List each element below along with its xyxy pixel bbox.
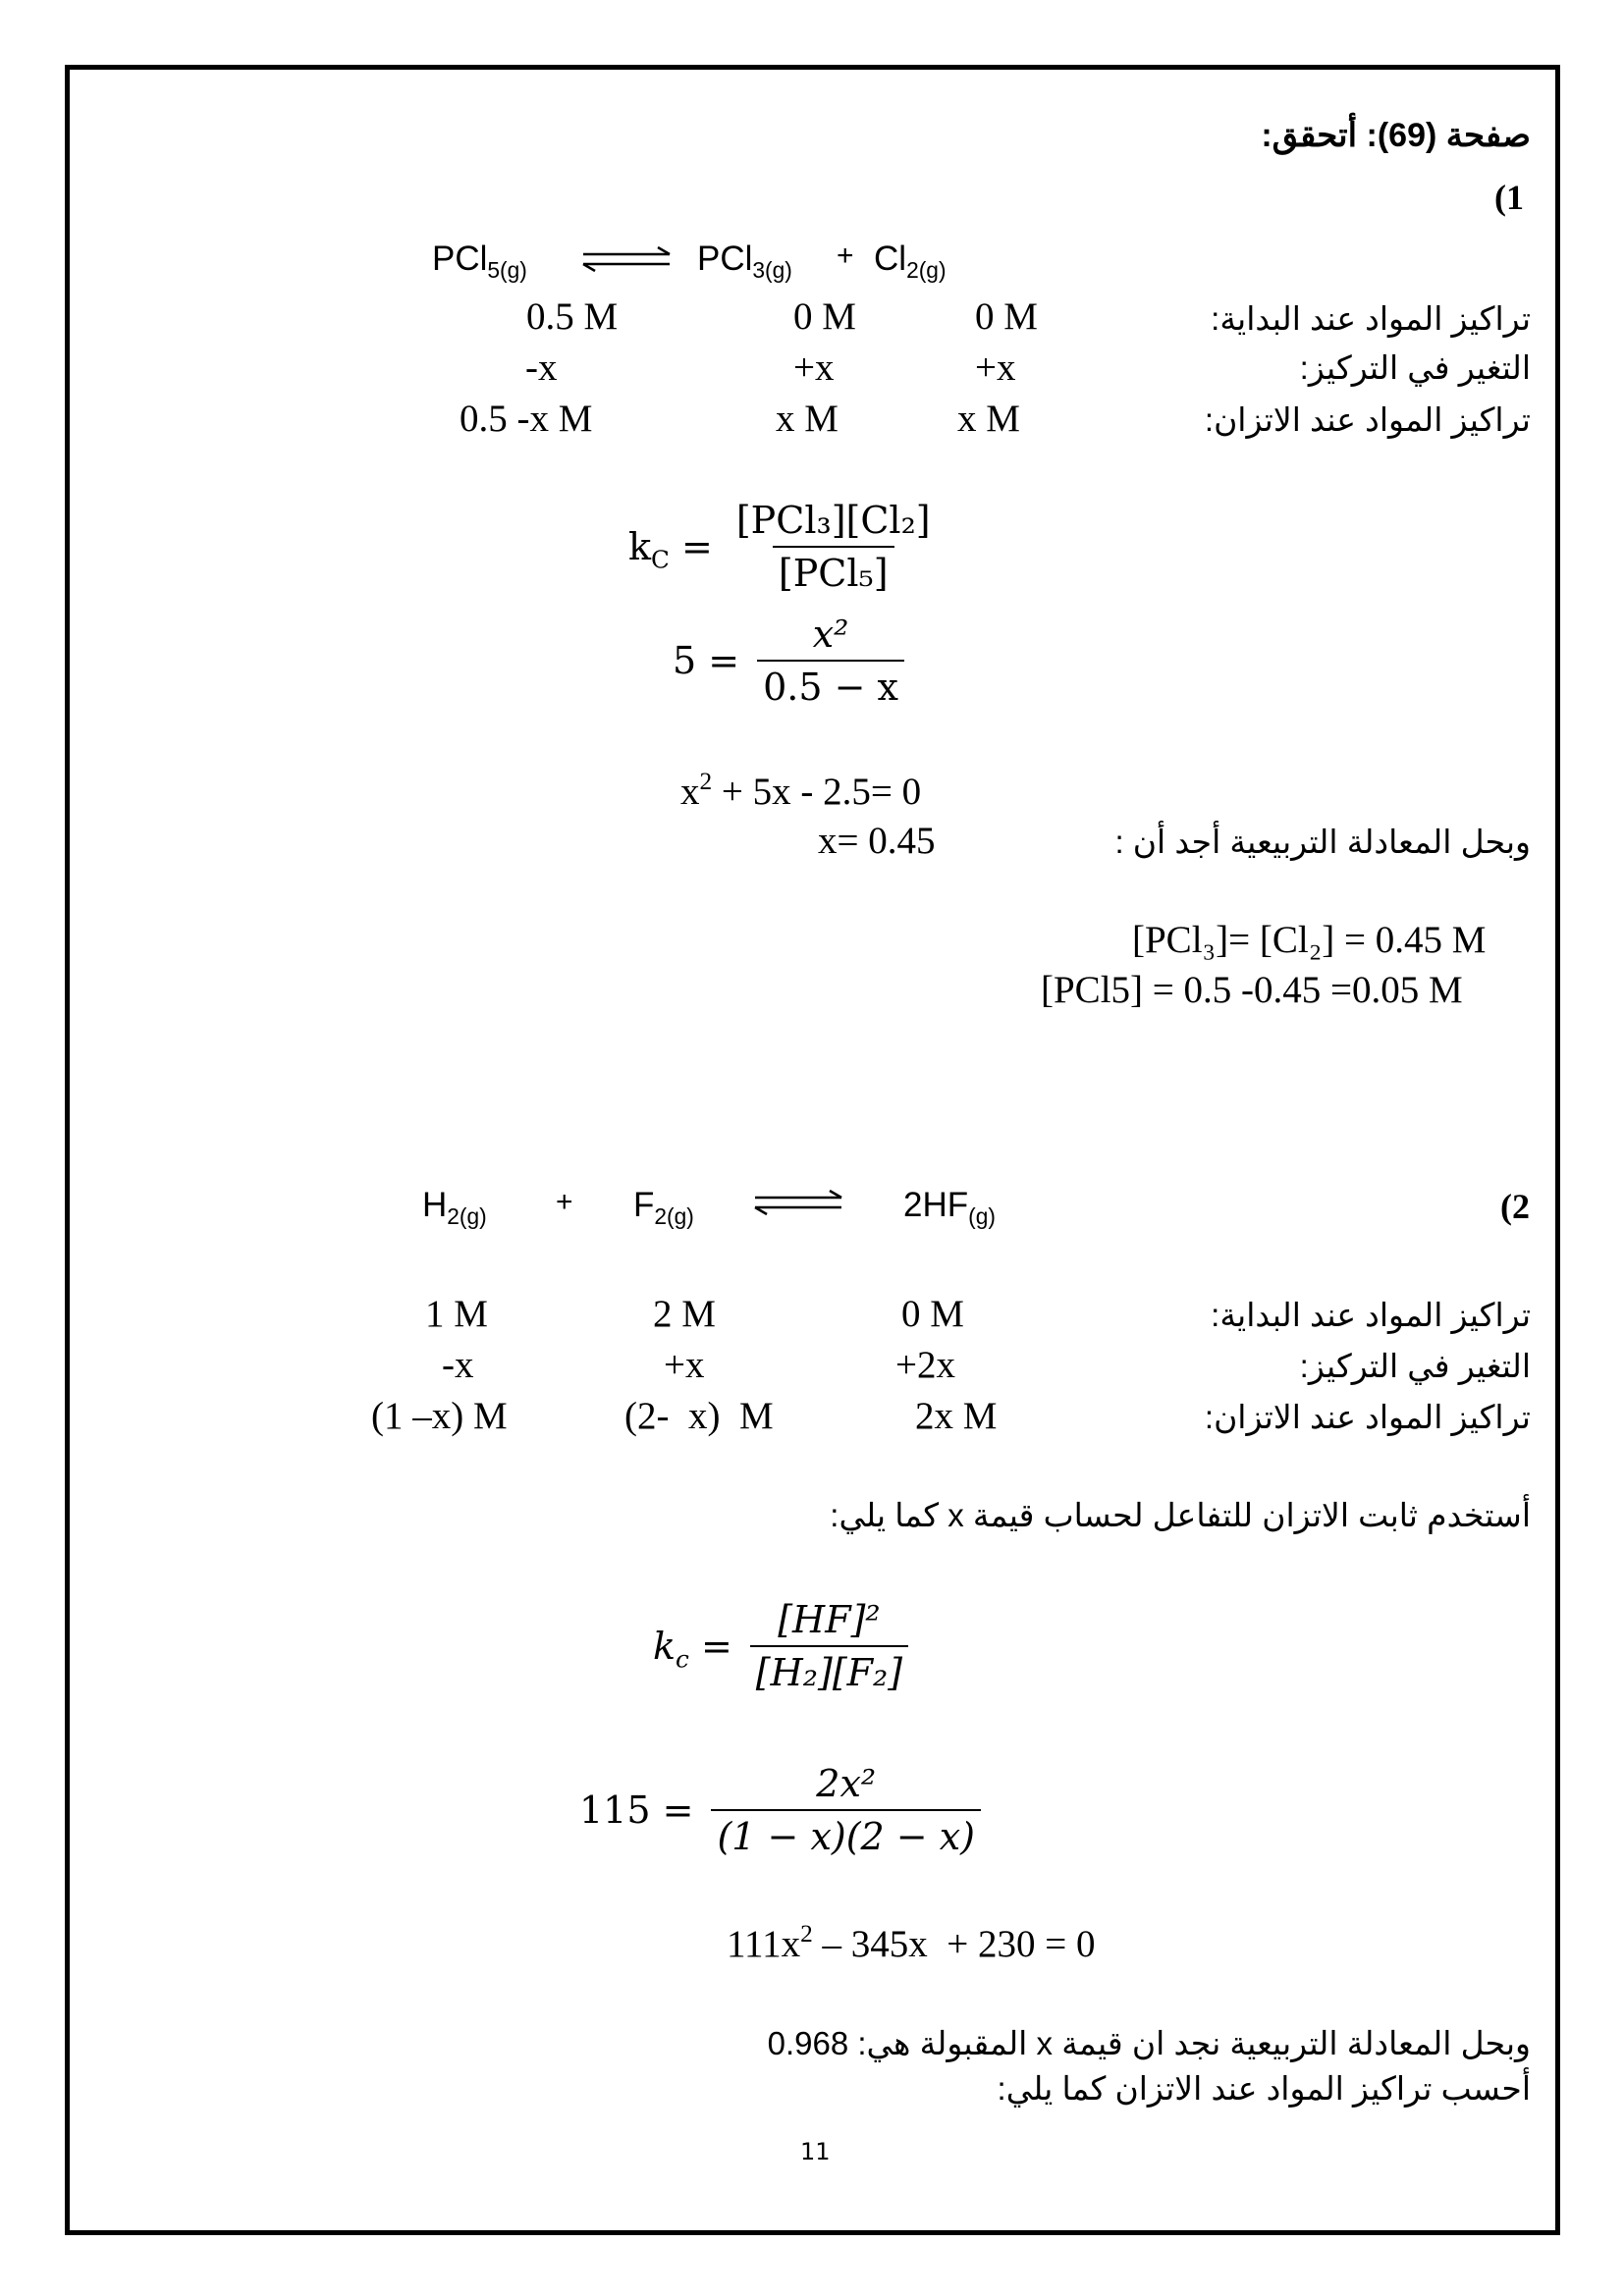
q2-kc-numerator: [HF]² [778, 1598, 881, 1641]
page-number: 11 [800, 2138, 831, 2165]
page-border [65, 65, 1560, 2235]
q1-sub-numerator: x² [812, 613, 849, 656]
q1-kc-denominator: [PCl₅] [773, 546, 894, 595]
q1-kc-numerator: [PCl₃][Cl₂] [735, 499, 931, 542]
q1-change-c3: +x [975, 347, 1016, 389]
q2-reaction-reactant2: $F_{2(g)}$ [633, 1186, 694, 1229]
q1-equilibrium-c1: 0.5 -x M [460, 398, 593, 440]
page-heading: صفحة (69): أتحقق: [1261, 117, 1531, 154]
q1-quadratic-equation: $x^2 + 5x - 2.5= 0$ [680, 767, 922, 813]
equilibrium-arrow-icon [751, 1189, 845, 1221]
q2-initial-c1: 1 M [425, 1293, 488, 1335]
q1-result-pcl5: [PCl5] = 0.5 -0.45 =0.05 M [1041, 969, 1463, 1011]
q2-initial-c3: 0 M [901, 1293, 964, 1335]
q2-reaction-product: $2HF_{(g)}$ [903, 1186, 996, 1229]
q2-reaction-reactant1: $H_{2(g)}$ [422, 1186, 487, 1229]
equilibrium-arrow-icon [579, 245, 674, 278]
q2-sub-numerator: 2x² [816, 1762, 877, 1805]
q1-change-c2: +x [793, 347, 835, 389]
question-2-number: (2 [1500, 1187, 1530, 1226]
q2-initial-label: تراكيز المواد عند البداية: [1211, 1297, 1531, 1333]
q1-initial-label: تراكيز المواد عند البداية: [1211, 300, 1531, 337]
q1-solve-label: وبحل المعادلة التربيعية أجد أن : [1114, 824, 1531, 860]
q2-change-label: التغير في التركيز: [1299, 1348, 1531, 1384]
q1-initial-c2: 0 M [793, 295, 856, 338]
q1-initial-c1: 0.5 M [526, 295, 619, 338]
q1-reaction-product1: PCl$_{3(g)}$ [697, 240, 792, 283]
q1-x-value: x= 0.45 [818, 820, 936, 862]
q1-reaction-reactant: PCl$_{5(g)}$ [432, 240, 527, 283]
q2-kc-denominator: [H₂][F₂] [750, 1645, 908, 1694]
q1-equilibrium-label: تراكيز المواد عند الاتزان: [1204, 401, 1531, 438]
q2-sub-denominator: (1 − x)(2 − x) [711, 1809, 981, 1858]
q2-change-c2: +x [664, 1344, 705, 1386]
q1-equilibrium-c3: x M [957, 398, 1020, 440]
q1-change-label: التغير في التركيز: [1299, 349, 1531, 386]
q2-equilibrium-c1: (1 –x) M [371, 1395, 508, 1437]
q2-change-c3: +2x [895, 1344, 955, 1386]
q1-sub-denominator: 0.5 − x [757, 660, 904, 709]
q2-calc-text: أحسب تراكيز المواد عند الاتزان كما يلي: [997, 2070, 1531, 2107]
q1-equilibrium-c2: x M [776, 398, 839, 440]
q2-change-c1: -x [442, 1344, 474, 1386]
q2-equilibrium-c3: 2x M [915, 1395, 998, 1437]
q1-kc-expression: $k_C$ = $\frac{\text{[PCl₃][Cl₂]}}{\text{[PCl₅]}}$ [628, 499, 937, 595]
q2-kc-substitution: 115 = $\frac{\text{2x²}}{(1 - x)(2 - x)}$ [579, 1762, 981, 1858]
q1-result-pcl3-cl2: [PCl₃]= [Cl₂] = 0.45 M [1132, 919, 1487, 961]
q1-reaction-plus: + [837, 240, 854, 272]
question-1-number: (1 [1494, 178, 1524, 217]
q2-initial-c2: 2 M [653, 1293, 716, 1335]
q2-solve-text: وبحل المعادلة التربيعية نجد ان قيمة x المقبولة هي: 0.968 [767, 2025, 1531, 2061]
q2-equilibrium-c2: (2- x) M [624, 1395, 774, 1437]
q2-quadratic-equation: $111x^2 - 345x + 230 = 0$ [727, 1919, 1096, 1965]
q2-reaction-plus: + [556, 1186, 573, 1218]
q2-equilibrium-label: تراكيز المواد عند الاتزان: [1204, 1399, 1531, 1435]
q1-kc-substitution: 5 = $\frac{\text{x²}}{0.5 - x}$ [673, 613, 904, 709]
q2-use-kc-text: أستخدم ثابت الاتزان للتفاعل لحساب قيمة x كما يلي: [830, 1497, 1531, 1533]
q1-reaction-product2: $Cl_{2(g)}$ [874, 240, 947, 283]
q1-change-c1: -x [525, 347, 558, 389]
q2-kc-expression: $k_c$ = $\frac{\text{[HF]²}}{\text{[H₂][F₂]}}$ [653, 1598, 908, 1694]
q1-initial-c3: 0 M [975, 295, 1038, 338]
